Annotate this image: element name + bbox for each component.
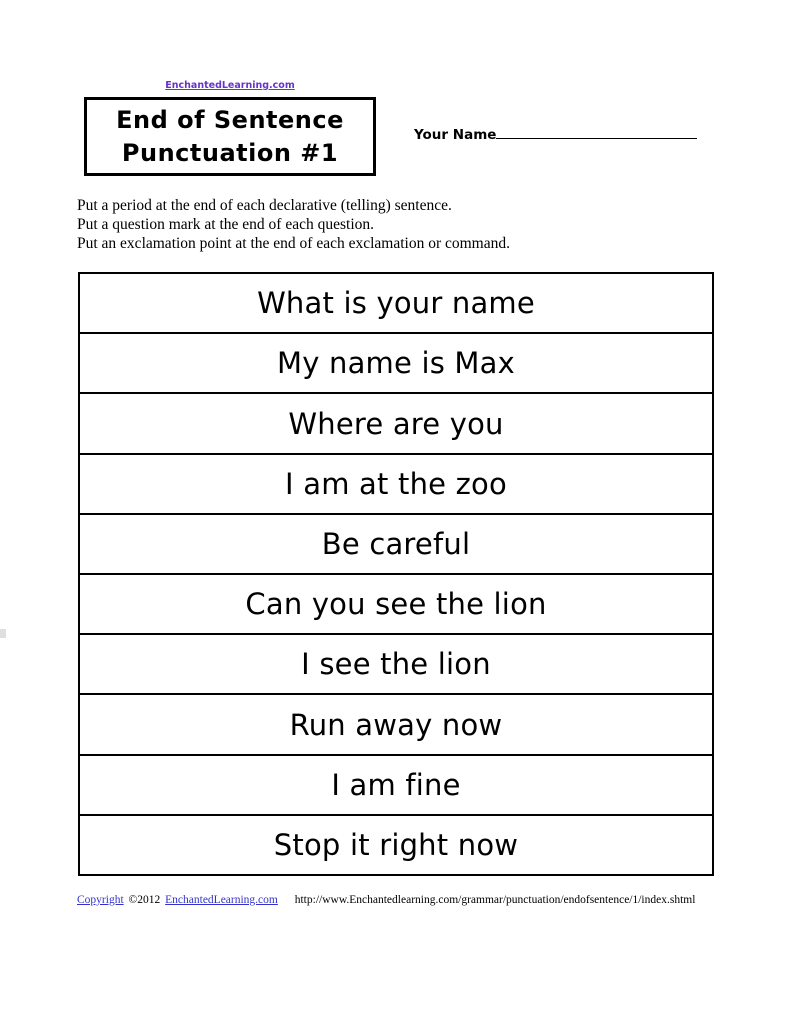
sentence-row-5 [80, 515, 712, 575]
sentence-text: Can you see the lion [245, 587, 547, 622]
sentence-table [78, 272, 714, 876]
sentence-row-4 [80, 455, 712, 515]
sentence-row-3 [80, 394, 712, 454]
copyright-year: ©2012 [128, 894, 161, 906]
name-blank-line[interactable] [496, 124, 697, 139]
sentence-text: My name is Max [276, 346, 515, 381]
title-box [84, 97, 376, 176]
footer-url: http://www.Enchantedlearning.com/grammar/punctuation/endofsentence/1/index.shtml [294, 894, 696, 906]
footer [77, 894, 695, 906]
sentence-row-2 [80, 334, 712, 394]
site-link-footer[interactable]: EnchantedLearning.com [165, 894, 278, 906]
sentence-text: I am at the zoo [285, 466, 507, 501]
sentence-row-7 [80, 635, 712, 695]
instruction-line-2: Put a question mark at the end of each question. [77, 216, 375, 233]
sentence-text: Run away now [289, 707, 503, 742]
sentence-row-8 [80, 695, 712, 755]
instruction-line-1: Put a period at the end of each declarative (telling) sentence. [77, 197, 452, 214]
instruction-line-3: Put an exclamation point at the end of each exclamation or command. [77, 235, 510, 252]
instructions [77, 196, 510, 253]
copyright-link[interactable]: Copyright [77, 894, 124, 906]
sentence-text: Where are you [288, 406, 504, 441]
sentence-text: I see the lion [301, 647, 491, 682]
sentence-text: Be careful [321, 526, 471, 561]
scan-artifact [0, 629, 6, 638]
site-link-top[interactable]: EnchantedLearning.com [165, 80, 295, 91]
name-field [414, 124, 697, 143]
title-line-2: Punctuation #1 [121, 138, 339, 167]
sentence-row-6 [80, 575, 712, 635]
sentence-text: I am fine [331, 767, 461, 802]
title-line-1: End of Sentence [116, 105, 344, 134]
name-label: Your Name [414, 127, 497, 143]
sentence-text: What is your name [257, 286, 535, 321]
sentence-row-9 [80, 756, 712, 816]
sentence-row-10 [80, 816, 712, 874]
sentence-text: Stop it right now [273, 827, 519, 862]
sentence-row-1 [80, 274, 712, 334]
